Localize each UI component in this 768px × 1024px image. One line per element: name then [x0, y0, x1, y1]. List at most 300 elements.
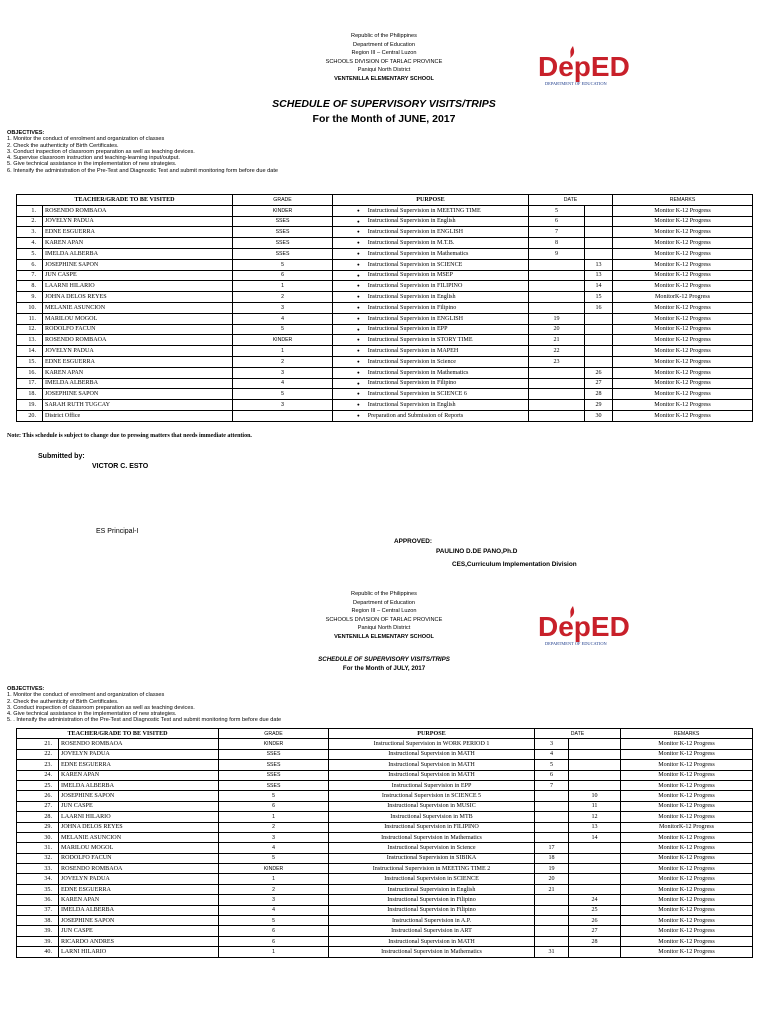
remarks-cell-text: Monitor K-12 Progress — [658, 782, 715, 789]
approved-label: APPROVED: — [394, 538, 432, 545]
date-cell-alt-text: 25 — [591, 907, 598, 914]
grade-cell-text: 6 — [281, 272, 284, 279]
remarks-cell — [621, 874, 753, 884]
date-cell — [529, 400, 585, 411]
purpose-cell-text: Instructional Supervision in MATH — [388, 761, 475, 768]
date-cell-alt — [585, 356, 613, 367]
remarks-cell-text: Monitor K-12 Progress — [654, 207, 711, 214]
date-cell-alt — [569, 905, 621, 915]
teacher-name-text: ROSENDO ROMBAOA — [45, 337, 107, 344]
teacher-name — [43, 259, 233, 270]
purpose-cell-text: Instructional Supervision in MAPEH — [367, 348, 459, 355]
date-cell-alt — [585, 302, 613, 313]
grade-cell — [219, 760, 329, 770]
row-number — [17, 335, 43, 346]
remarks-cell-text: Monitor K-12 Progress — [658, 886, 715, 893]
table-row — [17, 916, 753, 926]
date-cell-alt-text: 13 — [595, 272, 602, 279]
row-number — [17, 884, 59, 894]
row-number — [17, 238, 43, 249]
page1-objectives — [7, 130, 278, 174]
row-number-text: 32. — [44, 855, 52, 862]
teacher-name-text: JOVELYN PADUA — [61, 751, 110, 758]
logo-text: DepED — [538, 51, 630, 82]
table-row — [17, 270, 753, 281]
date-cell-alt — [569, 780, 621, 790]
teacher-name — [59, 822, 219, 832]
remarks-cell — [613, 400, 753, 411]
grade-cell-text: 6 — [272, 928, 275, 935]
teacher-name-text: JOVELYN PADUA — [45, 348, 94, 355]
row-number — [17, 216, 43, 227]
row-number-text: 19. — [28, 402, 36, 409]
remarks-cell — [621, 853, 753, 863]
date-cell-alt — [569, 853, 621, 863]
teacher-name — [59, 801, 219, 811]
remarks-cell — [613, 216, 753, 227]
objective-item: 1. Monitor the conduct of enrolment and organization of classes — [7, 692, 165, 699]
row-number-text: 8. — [31, 283, 36, 290]
grade-cell — [219, 905, 329, 915]
republic-line: Republic of the Philippines — [351, 591, 417, 597]
remarks-cell — [621, 936, 753, 946]
remarks-cell — [621, 864, 753, 874]
date-cell-alt — [585, 238, 613, 249]
date-cell — [535, 801, 569, 811]
remarks-cell-text: Monitor K-12 Progress — [658, 865, 715, 872]
teacher-name — [43, 346, 233, 357]
date-cell — [529, 335, 585, 346]
grade-cell-text: 1 — [272, 876, 275, 883]
date-cell-alt — [569, 812, 621, 822]
submitter-position: ES Principal-I — [96, 528, 139, 535]
grade-cell-text: 2 — [272, 886, 275, 893]
purpose-cell — [329, 791, 535, 801]
date-cell-alt — [569, 884, 621, 894]
region-line: Region III – Central Luzon — [351, 608, 417, 615]
letterhead-2 — [0, 590, 768, 642]
grade-cell-text: SSES — [275, 250, 290, 257]
row-number — [17, 801, 59, 811]
row-number — [17, 302, 43, 313]
purpose-cell-text: Instructional Supervision in SCIENCE 6 — [367, 391, 467, 398]
date-cell — [535, 832, 569, 842]
teacher-name — [43, 281, 233, 292]
remarks-cell-text: Monitor K-12 Progress — [654, 358, 711, 365]
date-cell-text: 8 — [554, 240, 559, 247]
date-cell-text: 19 — [553, 315, 560, 322]
teacher-name — [43, 356, 233, 367]
date-cell-text: 17 — [548, 844, 555, 851]
row-number — [17, 400, 43, 411]
row-number-text: 27. — [44, 803, 52, 810]
teacher-name-text: MARILOU MOGOL — [45, 315, 98, 322]
grade-cell-text: 3 — [281, 304, 284, 311]
date-cell — [535, 739, 569, 749]
grade-cell — [219, 770, 329, 780]
purpose-cell-text: Instructional Supervision in SCIENCE — [384, 876, 479, 883]
grade-cell-text: 6 — [272, 938, 275, 945]
row-number — [17, 916, 59, 926]
date-cell — [529, 281, 585, 292]
remarks-cell-text: Monitor K-12 Progress — [658, 793, 715, 800]
remarks-cell-text: Monitor K-12 Progress — [654, 229, 711, 236]
remarks-cell-text: Monitor K-12 Progress — [658, 907, 715, 914]
table-row — [17, 884, 753, 894]
purpose-cell — [333, 216, 529, 227]
remarks-cell — [613, 346, 753, 357]
teacher-name-text: EDNE ESGUERRA — [45, 229, 95, 236]
row-number-text: 39. — [44, 938, 52, 945]
grade-cell-text: SSES — [275, 240, 290, 247]
row-number-text: 10. — [28, 304, 36, 311]
grade-cell — [233, 248, 333, 259]
grade-cell-text: 5 — [272, 793, 275, 800]
grade-cell — [219, 874, 329, 884]
row-number-text: 11. — [28, 315, 36, 322]
remarks-cell-text: Monitor K-12 Progress — [654, 304, 711, 311]
grade-cell — [219, 801, 329, 811]
objectives-heading: OBJECTIVES: — [7, 130, 45, 136]
remarks-cell — [621, 916, 753, 926]
remarks-cell — [613, 302, 753, 313]
teacher-name-text: RODOLFO FACUN — [45, 326, 96, 333]
date-cell-text: 7 — [549, 782, 554, 789]
remarks-cell — [613, 238, 753, 249]
purpose-cell — [333, 281, 529, 292]
table-row — [17, 292, 753, 303]
purpose-cell-text: Instructional Supervision in EPP — [391, 782, 472, 789]
purpose-cell-text: Instructional Supervision in Mathematics — [381, 948, 482, 955]
grade-cell-text: 1 — [272, 813, 275, 820]
teacher-name-text: KAREN APAN — [45, 240, 84, 247]
row-number — [17, 895, 59, 905]
date-cell — [535, 843, 569, 853]
col-teacher: TEACHER/GRADE TO BE VISITED — [17, 729, 219, 739]
teacher-name-text: JUN CASPE — [61, 928, 93, 935]
bullet-icon: ● — [357, 369, 360, 375]
date-cell — [529, 313, 585, 324]
table-row — [17, 335, 753, 346]
remarks-cell — [621, 926, 753, 936]
col-date: DATE — [535, 729, 621, 739]
date-cell-alt — [585, 205, 613, 216]
table-row — [17, 832, 753, 842]
remarks-cell-text: Monitor K-12 Progress — [658, 813, 715, 820]
teacher-name — [59, 895, 219, 905]
row-number-text: 13. — [28, 337, 36, 344]
department-line: Department of Education — [353, 41, 415, 48]
approver-name: PAULINO D.DE PANO,Ph.D — [436, 548, 518, 555]
date-cell-alt-text: 30 — [595, 412, 602, 419]
grade-cell — [233, 270, 333, 281]
purpose-cell-text: Instructional Supervision in English — [367, 402, 456, 409]
remarks-cell — [621, 780, 753, 790]
row-number-text: 33. — [44, 865, 52, 872]
letterhead-1 — [0, 32, 768, 84]
purpose-cell — [329, 926, 535, 936]
remarks-cell — [621, 791, 753, 801]
date-cell-alt — [585, 227, 613, 238]
row-number-text: 12. — [28, 326, 36, 333]
teacher-name-text: EDNE ESGUERRA — [61, 886, 111, 893]
table-row — [17, 780, 753, 790]
grade-cell-text: SSES — [266, 782, 281, 789]
purpose-cell — [333, 313, 529, 324]
grade-cell — [219, 780, 329, 790]
row-number-text: 25. — [44, 782, 52, 789]
bullet-icon: ● — [357, 315, 360, 321]
purpose-cell-text: Preparation and Submission of Reports — [367, 412, 464, 419]
page2-subtitle: For the Month of JULY, 2017 — [342, 665, 426, 672]
table-row — [17, 238, 753, 249]
date-cell-text: 20 — [548, 876, 555, 883]
teacher-name — [59, 916, 219, 926]
row-number-text: 22. — [44, 751, 52, 758]
table-row — [17, 760, 753, 770]
row-number-text: 17. — [28, 380, 36, 387]
table-row — [17, 356, 753, 367]
teacher-name-text: IMELDA ALBERBA — [61, 782, 114, 789]
grade-cell — [233, 216, 333, 227]
date-cell — [529, 367, 585, 378]
teacher-name — [59, 749, 219, 759]
row-number — [17, 292, 43, 303]
table-row — [17, 281, 753, 292]
date-cell-alt — [585, 389, 613, 400]
table-row — [17, 739, 753, 749]
purpose-cell-text: Instructional Supervision in Filipino — [367, 304, 457, 311]
district-line: Paniqui North District — [357, 625, 411, 632]
teacher-name-text: ROSENDO ROMBAOA — [61, 865, 123, 872]
row-number-text: 21. — [44, 741, 52, 748]
purpose-cell-text: Instructional Supervision in STORY TIME — [367, 337, 473, 344]
date-cell-alt-text: 14 — [595, 283, 602, 290]
row-number — [17, 853, 59, 863]
teacher-name — [59, 791, 219, 801]
date-cell-alt — [585, 281, 613, 292]
purpose-cell — [333, 356, 529, 367]
teacher-name-text: MELANIE ASUNCION — [45, 304, 106, 311]
date-cell-alt — [569, 801, 621, 811]
purpose-cell — [329, 905, 535, 915]
date-cell-text: 21 — [553, 337, 560, 344]
row-number — [17, 864, 59, 874]
purpose-cell-text: Instructional Supervision in M.T.B. — [367, 240, 455, 247]
date-cell-alt — [569, 770, 621, 780]
remarks-cell — [613, 205, 753, 216]
date-cell — [535, 864, 569, 874]
date-cell-alt — [585, 259, 613, 270]
remarks-cell-text: Monitor K-12 Progress — [658, 844, 715, 851]
teacher-name-text: ROSENDO ROMBAOA — [61, 741, 123, 748]
date-cell-alt-text: 13 — [591, 824, 598, 831]
purpose-cell — [333, 346, 529, 357]
teacher-name — [43, 367, 233, 378]
date-cell — [535, 791, 569, 801]
table-header-row — [17, 195, 753, 206]
table-row — [17, 801, 753, 811]
date-cell-alt — [569, 822, 621, 832]
row-number-text: 40. — [44, 948, 52, 955]
teacher-name — [43, 216, 233, 227]
table-row — [17, 905, 753, 915]
remarks-cell — [613, 313, 753, 324]
teacher-name-text: JOSEPHINE SAPON — [61, 917, 115, 924]
purpose-cell-text: Instructional Supervision in Mathematics — [381, 834, 482, 841]
grade-cell-text: SSES — [275, 218, 290, 225]
purpose-cell-text: Instructional Supervision in Science — [367, 358, 456, 365]
date-cell-alt — [585, 367, 613, 378]
remarks-cell-text: Monitor K-12 Progress — [654, 283, 711, 290]
teacher-name-text: JOVELYN PADUA — [61, 876, 110, 883]
grade-cell — [233, 281, 333, 292]
page1-subtitle: For the Month of JUNE, 2017 — [312, 113, 456, 125]
teacher-name-text: LARNI HILARIO — [61, 948, 107, 955]
teacher-name — [59, 947, 219, 957]
date-cell — [529, 324, 585, 335]
schedule-note: Note: This schedule is subject to change due to pressing matters that needs immediate attention. — [7, 433, 252, 439]
teacher-name — [43, 227, 233, 238]
approver-position: CES,Curriculum Implementation Division — [452, 561, 577, 568]
teacher-name — [59, 936, 219, 946]
remarks-cell — [621, 895, 753, 905]
purpose-cell — [329, 832, 535, 842]
grade-cell-text: SSES — [266, 751, 281, 758]
row-number — [17, 926, 59, 936]
teacher-name — [59, 770, 219, 780]
grade-cell — [233, 389, 333, 400]
grade-cell — [219, 864, 329, 874]
date-cell-alt — [585, 400, 613, 411]
bullet-icon: ● — [357, 261, 360, 267]
purpose-cell — [333, 238, 529, 249]
row-number-text: 34. — [44, 876, 52, 883]
remarks-cell-text: Monitor K-12 Progress — [658, 917, 715, 924]
grade-cell — [219, 895, 329, 905]
teacher-name-text: MARILOU MOGOL — [61, 844, 114, 851]
bullet-icon: ● — [357, 380, 360, 386]
purpose-cell — [329, 916, 535, 926]
remarks-cell-text: Monitor K-12 Progress — [658, 803, 715, 810]
grade-cell-text: 5 — [272, 855, 275, 862]
purpose-cell — [333, 378, 529, 389]
grade-cell-text: 3 — [281, 369, 284, 376]
grade-cell-text: 6 — [272, 803, 275, 810]
date-cell — [529, 216, 585, 227]
date-cell-text: 7 — [554, 229, 559, 236]
grade-cell — [233, 292, 333, 303]
purpose-cell-text: Instructional Supervision in EPP — [367, 326, 448, 333]
grade-cell-text: SSES — [266, 772, 281, 779]
col-grade: GRADE — [219, 729, 329, 739]
bullet-icon: ● — [357, 250, 360, 256]
grade-cell — [233, 238, 333, 249]
bullet-icon: ● — [357, 229, 360, 235]
republic-line: Republic of the Philippines — [351, 33, 417, 39]
row-number-text: 37. — [44, 907, 52, 914]
bullet-icon: ● — [357, 294, 360, 300]
purpose-cell-text: Instructional Supervision in MSEP — [367, 272, 453, 279]
deped-logo — [536, 44, 630, 88]
grade-cell — [233, 205, 333, 216]
remarks-cell — [613, 292, 753, 303]
date-cell — [535, 822, 569, 832]
grade-cell-text: 4 — [272, 907, 275, 914]
purpose-cell-text: Instructional Supervision in ENGLISH — [367, 315, 464, 322]
table-row — [17, 205, 753, 216]
grade-cell-text: SSES — [275, 229, 290, 236]
remarks-cell — [621, 760, 753, 770]
table-header-row — [17, 729, 753, 739]
remarks-cell-text: Monitor K-12 Progress — [654, 412, 711, 419]
purpose-cell-text: Instructional Supervision in English — [367, 294, 456, 301]
remarks-cell-text: Monitor K-12 Progress — [658, 751, 715, 758]
date-cell — [535, 947, 569, 957]
grade-cell-text: KINDER — [272, 337, 293, 344]
remarks-cell — [621, 749, 753, 759]
grade-cell — [219, 926, 329, 936]
date-cell-alt — [585, 324, 613, 335]
table-row — [17, 324, 753, 335]
date-cell — [535, 770, 569, 780]
remarks-cell — [613, 367, 753, 378]
grade-cell — [233, 227, 333, 238]
teacher-name — [43, 400, 233, 411]
teacher-name — [43, 335, 233, 346]
grade-cell-text: 1 — [281, 283, 284, 290]
objectives-heading: OBJECTIVES: — [7, 686, 45, 692]
table-row — [17, 259, 753, 270]
remarks-cell — [613, 248, 753, 259]
date-cell-text: 4 — [549, 751, 554, 758]
date-cell-alt — [569, 926, 621, 936]
purpose-cell — [329, 812, 535, 822]
remarks-cell-text: Monitor K-12 Progress — [654, 391, 711, 398]
grade-cell-text: 5 — [281, 391, 284, 398]
table-row — [17, 216, 753, 227]
teacher-name-text: IMELDA ALBERBA — [45, 380, 98, 387]
grade-cell-text: 4 — [272, 844, 275, 851]
purpose-cell — [333, 400, 529, 411]
teacher-name — [43, 389, 233, 400]
date-cell — [529, 270, 585, 281]
grade-cell — [219, 791, 329, 801]
teacher-name-text: JOVELYN PADUA — [45, 218, 94, 225]
purpose-cell-text: Instructional Supervision in SIBIKA — [386, 855, 477, 862]
row-number — [17, 248, 43, 259]
grade-cell — [233, 356, 333, 367]
row-number — [17, 227, 43, 238]
grade-cell — [233, 400, 333, 411]
row-number-text: 7. — [31, 272, 36, 279]
grade-cell — [219, 749, 329, 759]
date-cell-alt-text: 27 — [595, 380, 602, 387]
col-grade: GRADE — [233, 195, 333, 206]
bullet-icon: ● — [357, 337, 360, 343]
row-number-text: 14. — [28, 348, 36, 355]
bullet-icon: ● — [357, 272, 360, 278]
june-table-body — [17, 205, 753, 421]
date-cell-text: 23 — [553, 358, 560, 365]
teacher-name-text: JUN CASPE — [61, 803, 93, 810]
table-row — [17, 864, 753, 874]
row-number — [17, 832, 59, 842]
date-cell — [529, 248, 585, 259]
bullet-icon: ● — [357, 207, 360, 213]
page1-title: SCHEDULE OF SUPERVISORY VISITS/TRIPS — [272, 98, 496, 110]
purpose-cell-text: Instructional Supervision in MEETING TIME 2 — [372, 865, 491, 872]
